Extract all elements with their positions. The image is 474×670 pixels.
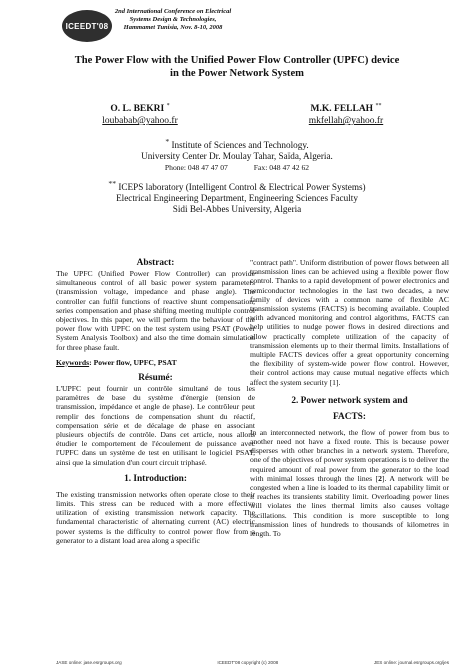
- conference-header: [62, 8, 262, 44]
- footer-left: JASE online: jase.esrgroups.org: [56, 660, 122, 665]
- section2-heading-line2: FACTS:: [333, 411, 366, 422]
- affiliation-2-line2: Electrical Engineering Department, Engineering Sciences Faculty: [116, 193, 358, 204]
- title-line1: The Power Flow with the Unified Power Flow Controller (UPFC) device: [74, 55, 400, 66]
- author-2: [276, 100, 416, 127]
- author-1-mark: *: [166, 103, 170, 109]
- left-column: [56, 258, 255, 545]
- author-2-name: M.K. FELLAH: [310, 104, 374, 115]
- abstract-heading: Abstract:: [136, 258, 175, 268]
- affiliation-1-fax: Fax: 048 47 42 62: [253, 163, 310, 173]
- right-column: [250, 258, 449, 538]
- conference-line1: 2nd International Conference on Electrical: [114, 8, 232, 15]
- intro-text: The existing transmission networks often operate close to their limits. This stress can be reduced with a more effective utilization of existing transmission network capacity. The fundamental characteristic of alternating current (AC) electric power systems is the difficulty to control power flow from a generator to a distant load area along a specific: [56, 489, 255, 545]
- conference-info: [98, 8, 248, 32]
- logo-text: ICEEDT'08: [65, 21, 109, 31]
- affiliation-2-mark: **: [108, 179, 117, 188]
- section2-heading-line1: 2. Power network system and: [291, 395, 408, 406]
- resume-text: L'UPFC peut fournir un contrôle simultané de tous les paramètres de base du système d'énergie (tension de transmission, impédance et angle de phase). Le contrôleur peut remplir des fonctions de compensation shunt du réactif, compensation série et de décalage de phase en associant plusieurs objectifs de contrôle. Dans cet article, nous allons étudier le comportement de l'écoulement de puissance avec l'UPFC dans un système de test en utilisant le logiciel PSAT, ainsi que la simulation d'un court circuit triphasé.: [56, 384, 255, 467]
- author-2-email[interactable]: mkfellah@yahoo.fr: [308, 116, 384, 127]
- author-1: [70, 100, 210, 127]
- footer-right: JES online: journal.esrgroups.org/jes: [373, 660, 449, 665]
- conference-line2: Systems Design & Technologies,: [129, 16, 217, 23]
- affiliation-1-contact: [60, 162, 414, 173]
- right-para-1: "contract path". Uniform distribution of power flows between all transmission lines can be achieved using a flexible power flow control. Thanks to a rapid development of power electronics and semiconductor technologies in the last two decades, a new family of devices with a common name of flexible AC transmission systems (FACTS) is becoming available. Coupled with advanced monitoring and control algorithms, FACTS can help utilities to nudge power flows in desired directions and allow practically complete utilization of the capacity of transmission elements up to their thermal limits. Installations of multiple FACTS devices offer a great opportunity concerning the flexibility of system-wide power flow control. However, their control actions may cause mutual negative effects which affect the system security [1].: [250, 258, 449, 387]
- conference-line3: Hammamet Tunisia, Nov. 8-10, 2008: [123, 24, 223, 31]
- author-1-email[interactable]: loubabab@yahoo.fr: [102, 116, 178, 127]
- affiliation-2-line1: ICEPS laboratory (Intelligent Control & Electrical Power Systems): [118, 182, 366, 193]
- abstract-text: The UPFC (Unified Power Flow Controller) can provide simultaneous control of all basic power system parameters (transmission voltage, impedance and phase angle). The controller can fulfil functions of reactive shunt compensation, series compensation and phase shifting meeting multiple control objectives. In this paper, we will perform the behaviour of the power flow with UPFC on the test system using PSAT (Power System Analysis Toolbox) and also the time domain simulation for three phase fault.: [56, 269, 255, 352]
- affiliation-1-phone: Phone: 048 47 47 07: [164, 163, 228, 173]
- affiliation-1-line1: Institute of Sciences and Technology.: [171, 140, 309, 151]
- author-1-name: O. L. BEKRI: [110, 104, 165, 115]
- para2-ref: 2: [378, 473, 382, 483]
- para2-part-a: In an interconnected network, the flow of power from bus to another need not have a fixed route. This is because power disperses with other branches in a network system. Therefore, one of the objectives of power system operations is to deliver the required amount of real power from the generator to the load with minimal losses through the lines [: [250, 427, 449, 483]
- para2-part-b: ]. A network will be congested when a line is loaded to its thermal capability limit or it reaches its transients stability limit. Overloading power lines will violates the lines thermal limits also causes voltage oscillations. This condition is more susceptible to long transmission lines of hundreds to thousands of kilometres in length. To: [250, 473, 449, 539]
- right-para-2: [250, 428, 449, 538]
- title-line2: in the Power Network System: [170, 68, 304, 79]
- affiliation-1-line2: University Center Dr. Moulay Tahar, Saïda, Algeria.: [141, 151, 333, 162]
- affiliation-2: [60, 178, 414, 215]
- affiliation-2-line3: Sidi Bel-Abbes University, Algeria: [172, 204, 302, 215]
- resume-heading: Résumé:: [138, 373, 173, 384]
- affiliation-1-mark: *: [165, 137, 170, 146]
- footer-center: ICEEDT'08 copyright (c) 2008: [217, 660, 279, 665]
- keywords: [56, 358, 255, 367]
- intro-heading: 1. Introduction:: [124, 473, 187, 484]
- keywords-value: : Power flow, UPFC, PSAT: [89, 357, 177, 367]
- page-footer: [56, 660, 449, 665]
- paper-title: [30, 54, 444, 80]
- keywords-label: Keywords: [56, 357, 90, 367]
- affiliation-1: [60, 136, 414, 173]
- author-2-mark: **: [375, 103, 382, 109]
